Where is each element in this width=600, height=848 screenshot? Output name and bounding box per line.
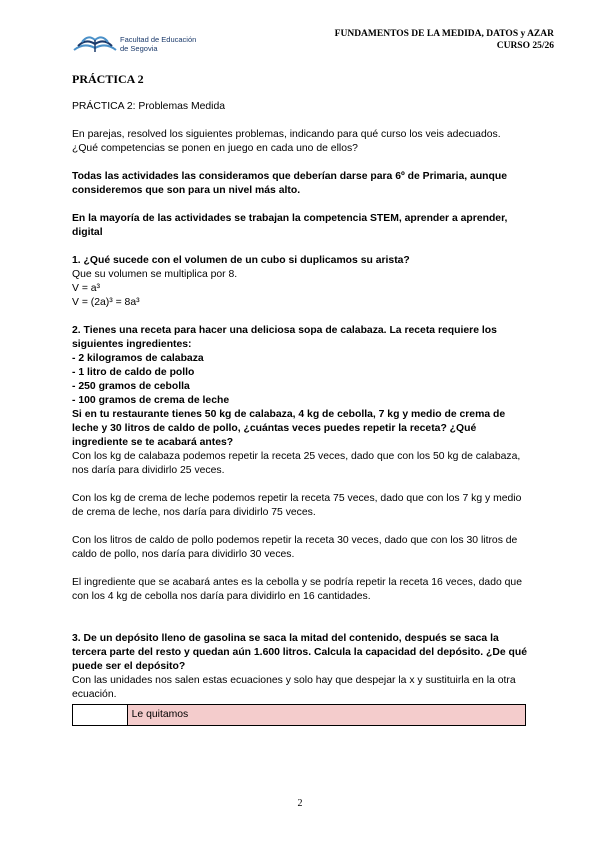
course-header bbox=[324, 28, 554, 52]
answer-2-crema: Con los kg de crema de leche podemos repetir la receta 75 veces, dado que con los 7 kg y medio de crema de leche, nos daría para dividirlo 75 veces. bbox=[72, 493, 522, 518]
page-title: PRÁCTICA 2 bbox=[72, 72, 144, 86]
formula-2: V = (2a)³ = 8a³ bbox=[72, 297, 140, 308]
logo-line-1: Facultad de Educación bbox=[120, 35, 197, 44]
answer-2-calabaza: Con los kg de calabaza podemos repetir la receta 25 veces, dado que con los 50 kg de calabaza, nos daría para dividirlo 25 veces. bbox=[72, 451, 521, 476]
question-2-part-2: Si en tu restaurante tienes 50 kg de calabaza, 4 kg de cebolla, 7 kg y medio de crema de leche y 30 litros de caldo de pollo, ¿cuántas veces puedes repetir la receta? ¿Qué ingrediente se te acabará antes? bbox=[72, 409, 506, 448]
answer-2-cebolla: El ingrediente que se acabará antes es la cebolla y se podría repetir la receta 16 veces, dado que con los 4 kg de cebolla nos daría para dividirlo en 16 cantidades. bbox=[72, 577, 522, 602]
table-cell-right: Le quitamos bbox=[127, 705, 525, 726]
ingredient-item: - 100 gramos de crema de leche bbox=[72, 395, 230, 406]
formula-1: V = a³ bbox=[72, 283, 101, 294]
ingredient-item: - 250 gramos de cebolla bbox=[72, 381, 190, 392]
answer-2-caldo: Con los litros de caldo de pollo podemos repetir la receta 30 veces, dado que con los 30 litros de caldo de pollo, nos daría para dividirlo 30 veces. bbox=[72, 535, 518, 560]
logo-line-2: de Segovia bbox=[120, 44, 158, 53]
table-row bbox=[73, 705, 526, 726]
faculty-logo bbox=[72, 30, 212, 56]
course-title: FUNDAMENTOS DE LA MEDIDA, DATOS y AZAR bbox=[334, 29, 554, 39]
note-grade: Todas las actividades las consideramos que deberían darse para 6º de Primaria, aunque consideremos que son para un nivel más alto. bbox=[72, 171, 507, 196]
document-body bbox=[72, 72, 528, 726]
ingredient-item: - 2 kilogramos de calabaza bbox=[72, 353, 204, 364]
question-2: 2. Tienes una receta para hacer una deliciosa sopa de calabaza. La receta requiere los siguientes ingredientes: bbox=[72, 325, 497, 350]
question-3: 3. De un depósito lleno de gasolina se saca la mitad del contenido, después se saca la tercera parte del resto y quedan aún 1.600 litros. Calcula la capacidad del depósito. ¿De qué puede ser el depósito? bbox=[72, 633, 528, 672]
ingredient-item: - 1 litro de caldo de pollo bbox=[72, 367, 195, 378]
subtitle: PRÁCTICA 2: Problemas Medida bbox=[72, 101, 226, 112]
logo-text bbox=[120, 35, 196, 53]
equations-table bbox=[72, 704, 526, 726]
page-number: 2 bbox=[297, 798, 303, 809]
course-year: CURSO 25/26 bbox=[496, 41, 554, 51]
note-competencies: En la mayoría de las actividades se trabajan la competencia STEM, aprender a aprender, digital bbox=[72, 213, 508, 238]
table-cell-left bbox=[73, 705, 128, 726]
answer-3: Con las unidades nos salen estas ecuaciones y solo hay que despejar la x y sustituirla en la otra ecuación. bbox=[72, 675, 516, 700]
question-1: 1. ¿Qué sucede con el volumen de un cubo si duplicamos su arista? bbox=[72, 255, 410, 266]
answer-1: Que su volumen se multiplica por 8. bbox=[72, 269, 238, 280]
book-logo-icon bbox=[72, 30, 118, 56]
intro-paragraph: En parejas, resolved los siguientes problemas, indicando para qué curso los veis adecuados. ¿Qué competencias se ponen en juego en cada uno de ellos? bbox=[72, 129, 501, 154]
